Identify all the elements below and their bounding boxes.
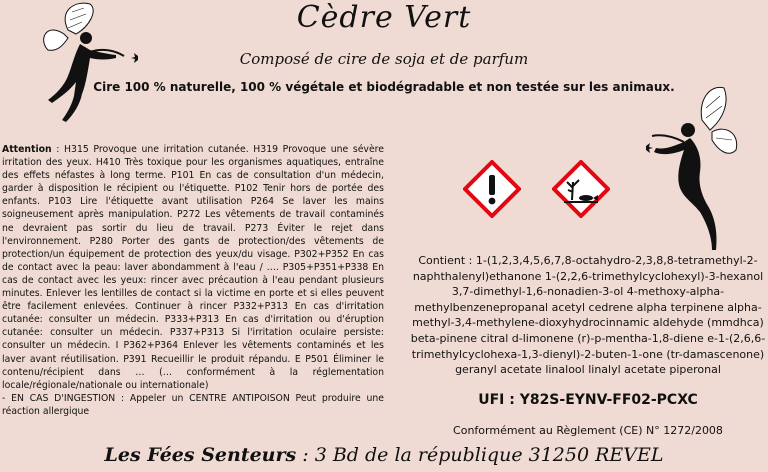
ghs-environment-icon — [552, 160, 610, 218]
ingredients-list: Contient : 1-(1,2,3,4,5,6,7,8-octahydro-2,3,8,8-tetramethyl-2-naphthalenyl)ethanone 1-(2,2,6-trimethylcyclohexyl)-3-hexanol 3,7-dimethyl-1,6-nonadien-3-ol 4-methoxy-alpha-methylbenzenepropanal acetyl cedrene alpha terpinene alpha-methyl-3,4-methylene-dioxyhydrocinnamic aldehyde (mmdhca) beta-pinene citral d-limonene (r)-p-mentha-1,8-diene e-1-(2,6,6-trimethylcyclohexa-1,3-dienyl)-2-buten-1-one (tr-damascenone) geranyl acetate linalool linalyl acetate piperonal — [410, 254, 766, 377]
product-title: Cèdre Vert — [296, 0, 472, 35]
footer-address — [0, 444, 768, 466]
ghs-exclamation-icon — [463, 160, 521, 218]
brand-name: Les Fées Senteurs — [104, 444, 297, 466]
fairy-silhouette-right — [640, 80, 755, 255]
product-claim: Cire 100 % naturelle, 100 % végétale et biodégradable et non testée sur les animaux. — [93, 80, 675, 94]
hazard-warning-text — [2, 143, 384, 418]
ufi-code: UFI : Y82S-EYNV-FF02-PCXC — [478, 392, 698, 408]
address-text: : 3 Bd de la république 31250 REVEL — [296, 444, 664, 466]
regulation-reference: Conformément au Règlement (CE) N° 1272/2008 — [453, 424, 723, 437]
warning-statements: : H315 Provoque une irritation cutanée. H319 Provoque une sévère irritation des yeux. H410 Très toxique pour les organismes aquatiques, entraîne des effets néfastes à long terme. P101 En cas de consultation d'un médecin, garder à disposition le récipient ou l'étiquette. P102 Tenir hors de portée des enfants. P103 Lire l'étiquette avant utilisation P264 Se laver les mains soigneusement après manipulation. P272 Les vêtements de travail contaminés ne devraient pas sortir du lieu de travail. P273 Éviter le rejet dans l'environnement. P280 Porter des gants de protection/des vêtements de protection/un équipement de protection des yeux/du visage. P302+P352 En cas de contact avec la peau: laver abondamment à l'eau / …. P305+P351+P338 En cas de contact avec les yeux: rincer avec précaution à l'eau pendant plusieurs minutes. Enlever les lentilles de contact si la victime en porte et si elles peuvent être facilement enlevées. Continuer à rincer P332+P313 En cas d'irritation cutanée: consulter un médecin. P333+P313 En cas d'irritation ou d'éruption cutanée: consulter un médecin. P337+P313 Si l'irritation oculaire persiste: consulter un médecin. I P362+P364 Enlever les vêtements contaminés et les laver avant réutilisation. P391 Recueillir le produit répandu. E P501 Éliminer le contenu/récipient dans … (… conformément à la réglementation locale/régionale/nationale ou internationale) — [2, 144, 384, 391]
product-subtitle: Composé de cire de soja et de parfum — [239, 50, 529, 68]
warning-label: Attention — [2, 144, 52, 155]
ingestion-warning: - EN CAS D'INGESTION : Appeler un CENTRE ANTIPOISON Peut produire une réaction allergique — [2, 392, 384, 417]
